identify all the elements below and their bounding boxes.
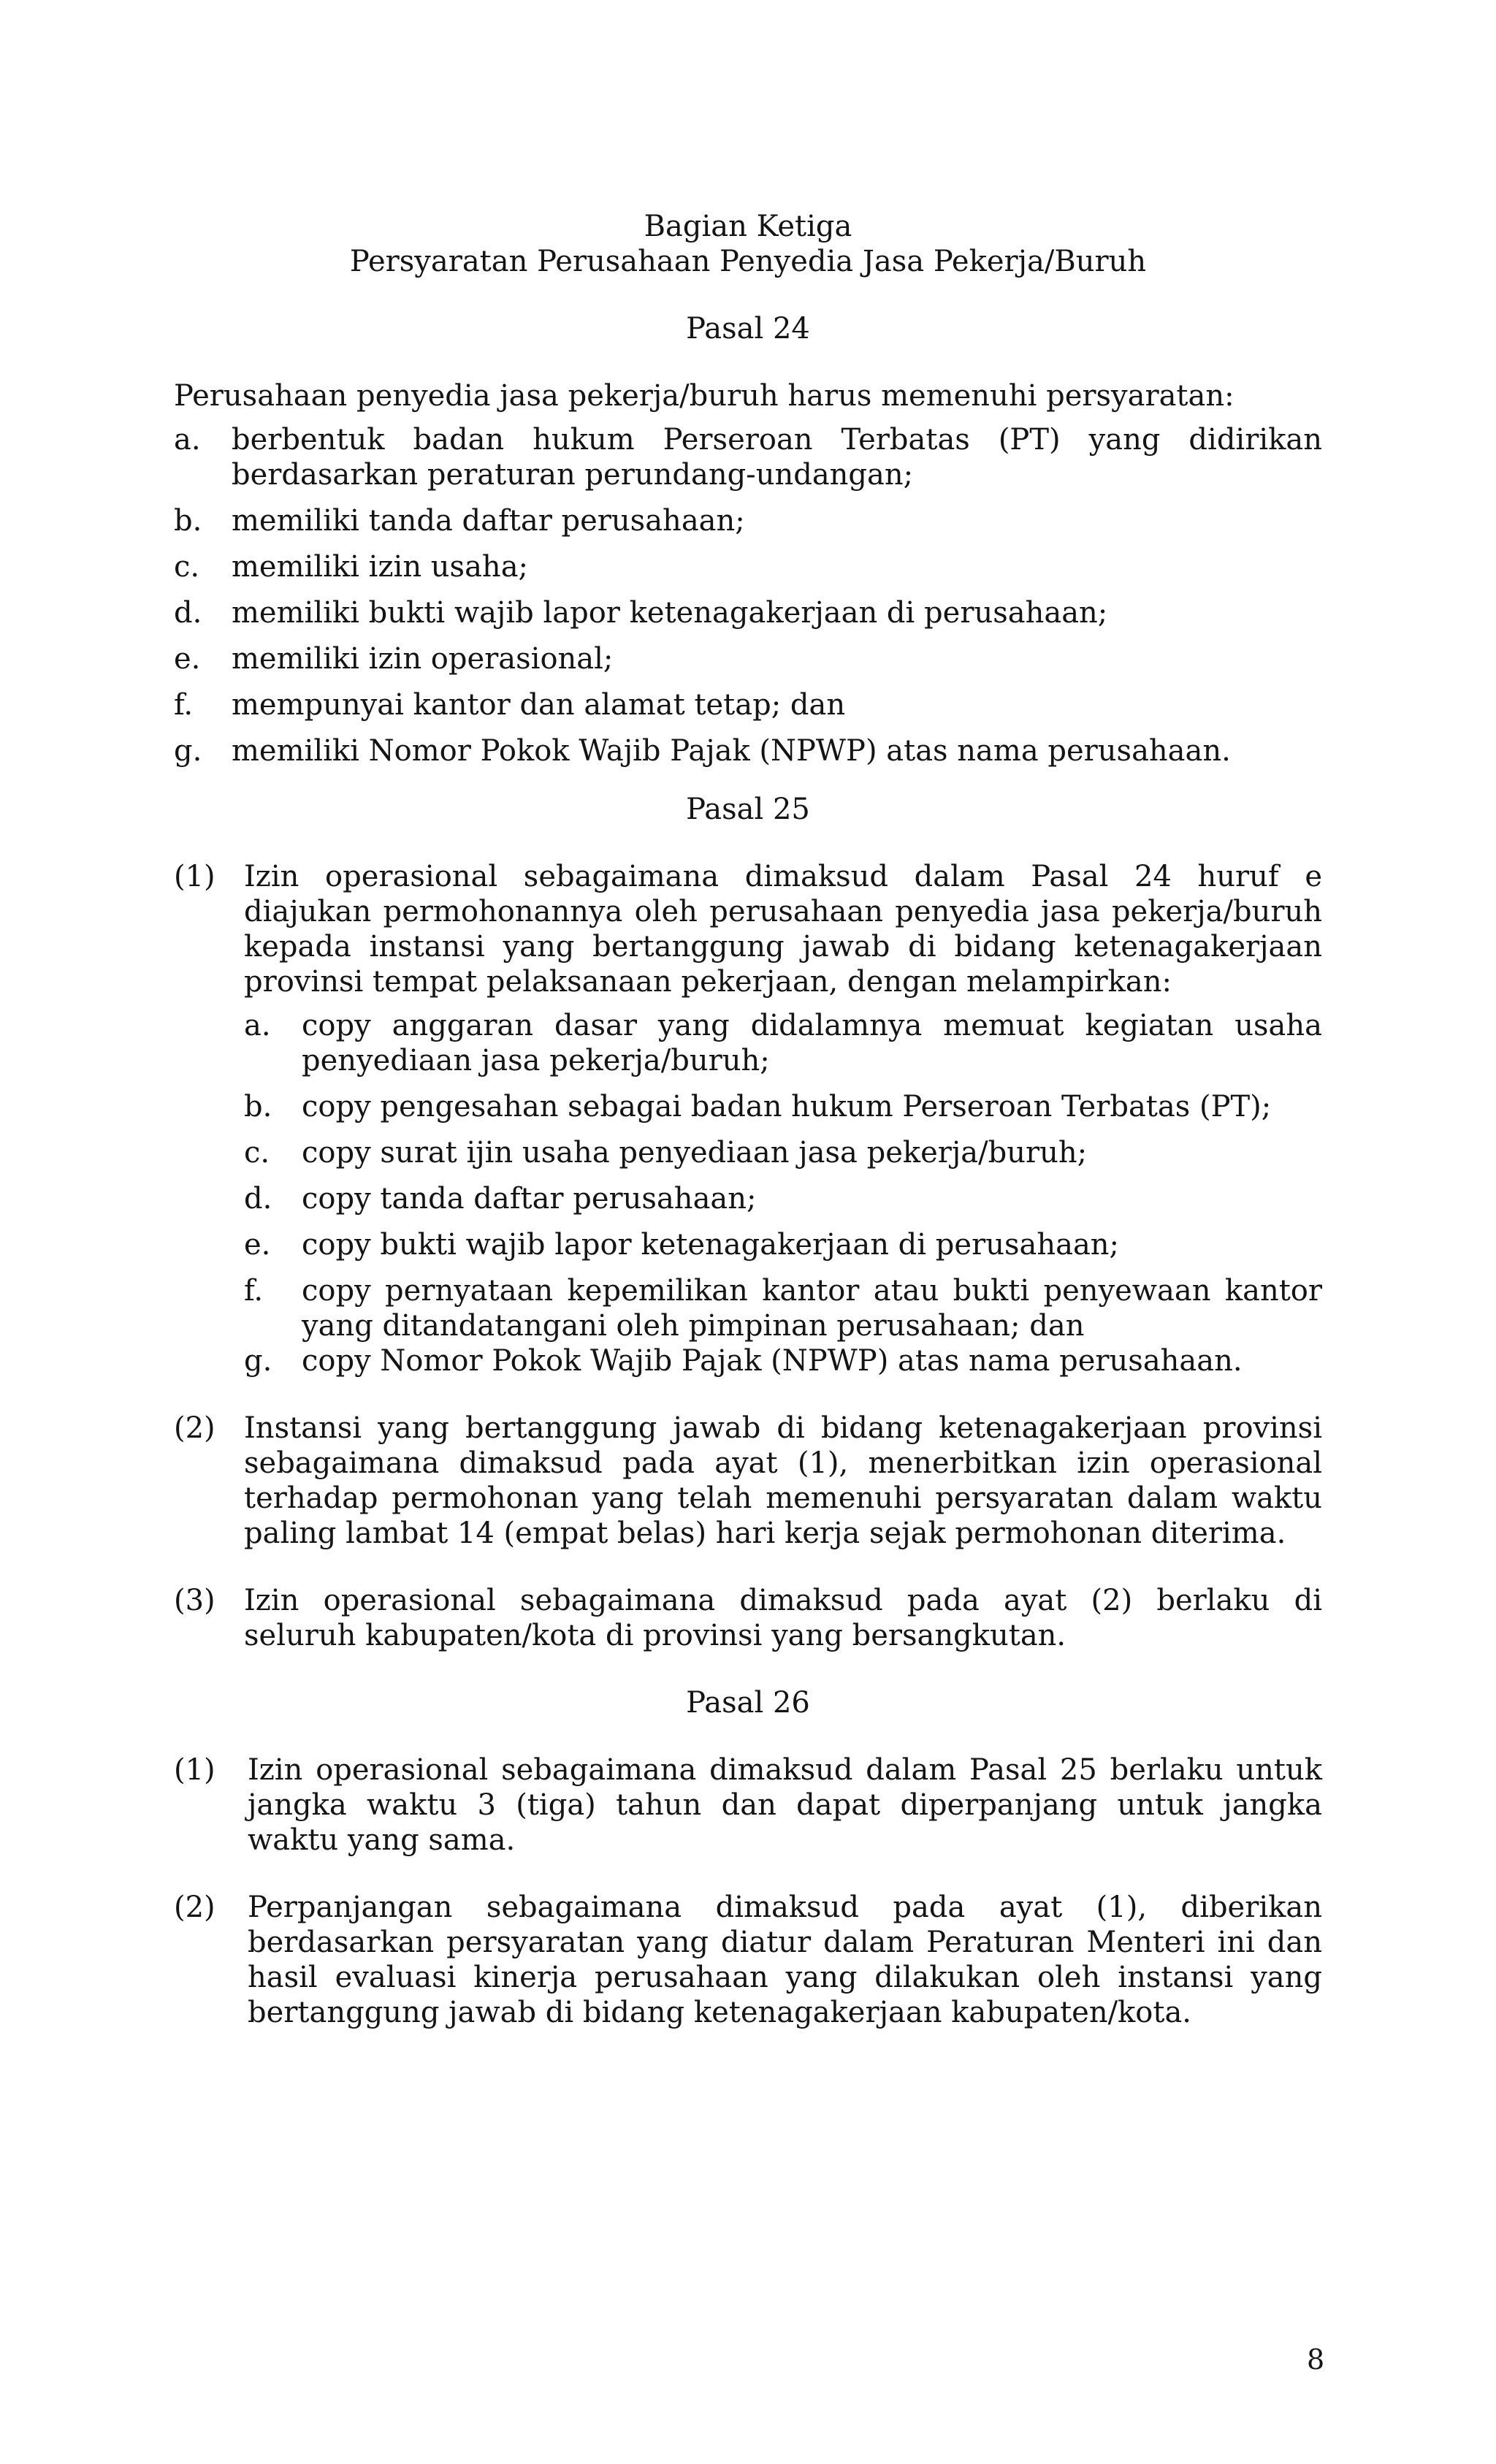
ayat-text: Perpanjangan sebagaimana dimaksud pada ayat (1), diberikan berdasarkan persyaratan yang diatur dalam Peraturan Menteri ini dan hasil evaluasi kinerja perusahaan yang dilakukan oleh instansi yang bertanggung jawab di bidang ketenagakerjaan kabupaten/kota. [248, 1891, 1322, 2029]
page-number: 8 [1307, 2343, 1325, 2376]
ayat-number: (2) [174, 1411, 215, 1445]
list-item-text: memiliki tanda daftar perusahaan; [232, 504, 745, 538]
list-item-marker: g. [244, 1344, 272, 1378]
list-item-text: memiliki bukti wajib lapor ketenagakerjaan di perusahaan; [232, 596, 1108, 630]
list-item [244, 1135, 1322, 1170]
pasal-26-title: Pasal 26 [686, 1686, 810, 1720]
list-item [174, 422, 1322, 492]
pasal-25-ayat-2 [174, 1411, 1322, 1551]
list-item-marker: a. [244, 1009, 271, 1042]
ayat-number: (1) [174, 860, 215, 893]
list-item-marker: b. [174, 504, 202, 538]
list-item [244, 1343, 1322, 1378]
ayat-body [248, 1890, 1322, 2030]
list-item-marker: b. [244, 1090, 272, 1124]
list-item-marker: a. [174, 423, 201, 457]
list-item-text: berbentuk badan hukum Perseroan Terbatas (PT) yang didirikan berdasarkan peraturan perundang-undangan; [232, 423, 1322, 492]
list-item-text: copy surat ijin usaha penyediaan jasa pekerja/buruh; [302, 1136, 1088, 1170]
list-item [244, 1227, 1322, 1262]
ayat-number: (3) [174, 1584, 215, 1617]
ayat-number: (1) [174, 1753, 215, 1787]
list-item-marker: e. [174, 642, 201, 676]
pasal-25-ayat-3 [174, 1583, 1322, 1653]
list-item-text: mempunyai kantor dan alamat tetap; dan [232, 688, 846, 722]
list-item-marker: f. [244, 1274, 264, 1308]
ayat-text: Izin operasional sebagaimana dimaksud pada ayat (2) berlaku di seluruh kabupaten/kota di provinsi yang bersangkutan. [244, 1584, 1322, 1652]
page-content [174, 209, 1322, 2030]
list-item [174, 549, 1322, 584]
section-heading-line-2: Persyaratan Perusahaan Penyedia Jasa Pekerja/Buruh [349, 245, 1147, 278]
section-heading-line-1: Bagian Ketiga [644, 210, 852, 243]
ayat-body [244, 1411, 1322, 1551]
list-item [244, 1089, 1322, 1124]
pasal-26-ayat-1 [174, 1752, 1322, 1858]
pasal-25-ayat-1 [174, 859, 1322, 1378]
list-item-text: copy Nomor Pokok Wajib Pajak (NPWP) atas nama perusahaan. [302, 1344, 1243, 1378]
list-item-marker: c. [244, 1136, 270, 1170]
section-heading [174, 209, 1322, 279]
pasal-25-ayat-1-list [244, 1008, 1322, 1378]
pasal-26-ayat-2 [174, 1890, 1322, 2030]
list-item-text: copy tanda daftar perusahaan; [302, 1182, 757, 1216]
list-item [174, 503, 1322, 538]
list-item-marker: c. [174, 550, 200, 584]
list-item [174, 733, 1322, 768]
list-item-marker: d. [174, 596, 202, 630]
pasal-25-title: Pasal 25 [686, 793, 810, 826]
list-item-text: copy bukti wajib lapor ketenagakerjaan di perusahaan; [302, 1228, 1120, 1262]
list-item-text: memiliki Nomor Pokok Wajib Pajak (NPWP) atas nama perusahaan. [232, 734, 1231, 768]
list-item [174, 595, 1322, 630]
ayat-body [248, 1752, 1322, 1858]
list-item-marker: g. [174, 734, 202, 768]
list-item [244, 1273, 1322, 1343]
list-item-text: copy pernyataan kepemilikan kantor atau bukti penyewaan kantor yang ditandatangani oleh pimpinan perusahaan; dan [302, 1274, 1322, 1343]
pasal-24-intro: Perusahaan penyedia jasa pekerja/buruh harus memenuhi persyaratan: [174, 379, 1234, 413]
list-item [174, 641, 1322, 676]
list-item-text: memiliki izin operasional; [232, 642, 614, 676]
list-item-marker: d. [244, 1182, 272, 1216]
list-item [244, 1008, 1322, 1078]
list-item-text: memiliki izin usaha; [232, 550, 529, 584]
pasal-24-title: Pasal 24 [686, 312, 810, 346]
list-item-text: copy anggaran dasar yang didalamnya memuat kegiatan usaha penyediaan jasa pekerja/buruh; [302, 1009, 1322, 1077]
list-item-marker: f. [174, 688, 194, 722]
list-item-marker: e. [244, 1228, 271, 1262]
list-item-text: copy pengesahan sebagai badan hukum Perseroan Terbatas (PT); [302, 1090, 1272, 1124]
ayat-body [244, 859, 1322, 1378]
pasal-24-list [174, 422, 1322, 768]
ayat-text: Izin operasional sebagaimana dimaksud dalam Pasal 25 berlaku untuk jangka waktu 3 (tiga) tahun dan dapat diperpanjang untuk jangka waktu yang sama. [248, 1753, 1322, 1857]
ayat-text: Izin operasional sebagaimana dimaksud dalam Pasal 24 huruf e diajukan permohonannya oleh perusahaan penyedia jasa pekerja/buruh kepada instansi yang bertanggung jawab di bidang ketenagakerjaan provinsi tempat pelaksanaan pekerjaan, dengan melampirkan: [244, 860, 1322, 999]
ayat-text: Instansi yang bertanggung jawab di bidang ketenagakerjaan provinsi sebagaimana dimaksud pada ayat (1), menerbitkan izin operasional terhadap permohonan yang telah memenuhi persyaratan dalam waktu paling lambat 14 (empat belas) hari kerja sejak permohonan diterima. [244, 1411, 1322, 1550]
list-item [244, 1181, 1322, 1216]
list-item [174, 687, 1322, 722]
ayat-body [244, 1583, 1322, 1653]
ayat-number: (2) [174, 1891, 215, 1924]
